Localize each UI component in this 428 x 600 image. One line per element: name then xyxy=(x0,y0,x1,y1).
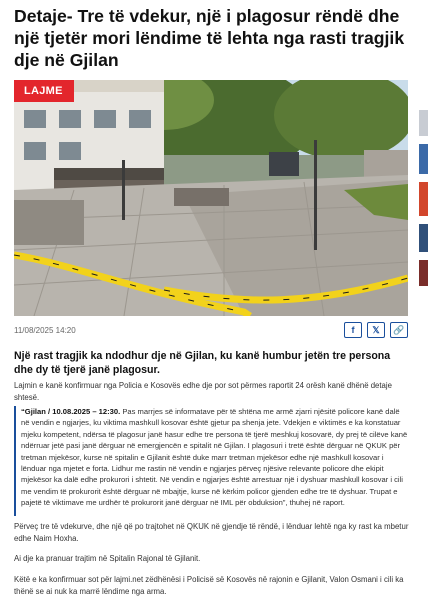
twitter-icon[interactable]: 𝕏 xyxy=(367,322,385,338)
side-thumb-3[interactable] xyxy=(419,182,428,216)
side-thumb-5[interactable] xyxy=(419,260,428,286)
article-meta xyxy=(14,320,408,340)
article-intro: Lajmin e kanë konfirmuar nga Policia e Kosovës edhe dje por sot përmes raportit 24 orësh kanë dhënë detaje shtesë. xyxy=(14,381,392,402)
article-paragraph-2: Ai dje ka pranuar trajtim në Spitalin Rajonal të Gjilanit. xyxy=(14,554,201,563)
quote-dateline: “Gjilan / 10.08.2025 – 12:30. xyxy=(21,407,121,416)
crime-scene-photo xyxy=(14,80,408,316)
facebook-icon[interactable]: f xyxy=(344,322,362,338)
quote-body: Pas marrjes së informatave për të shtëna me armë zjarri njësitë policore kanë dalë në vendin e ngjarjes, ku viktima mashkull kosovar është gjetur pa shenja jete. Vdekjen e viktimës e ka konstatuar mjeku kompetent, ndërsa të plagosur janë hasur edhe tre persona të tjerë meshkuj kosovarë, dy prej të cilëve kanë ndërruar jetë pasi janë dërguar në emergjencën e spitalit në Gjilan. I plagosuri i tretë është dërguar në QKUK për tretman mjekësor, kurse në spitalin e Gjilanit është duke marr tretman mjekësor edhe një mashkull kosovar i lënduar nga mjetet e forta. Lidhur me rastin në vendin e ngjarjes përveç njësive relevante policore dhe ekipit mjekësor ka dalë edhe prokurori i shtetit. Në vendin e ngjarjes është arrestuar një i dyshuar mashkull kosovar i cili me vendim të prokurorit është dërguar në mbajtje, kurse në kërkim policor gjenden edhe tre të dyshuar. Trupat e pajetë të viktimave me urdhër të prokurorit janë dërguar në IML për obduksion”, thuhej në raport. xyxy=(21,407,408,508)
side-thumb-1[interactable] xyxy=(419,110,428,136)
share-buttons xyxy=(344,322,408,338)
article-lead: Një rast tragjik ka ndodhur dje në Gjilan, ku kanë humbur jetën tre persona dhe dy të tjerë janë plagosur. xyxy=(14,350,391,376)
hero-image[interactable] xyxy=(14,80,408,316)
side-thumb-2[interactable] xyxy=(419,144,428,174)
category-badge[interactable]: LAJME xyxy=(14,80,74,102)
article-title: Detaje- Tre të vdekur, një i plagosur rëndë dhe një tjetër mori lëndime të lehta nga rasti tragjik dje në Gjilan xyxy=(14,6,405,70)
article-paragraph-3: Këtë e ka konfirmuar sot për lajmi.net zëdhënësi i Policisë së Kosovës në rajonin e Gjilanit, Valon Osmani i cili ka thënë se ai nuk ka marrë lëndime nga arma. xyxy=(14,575,404,596)
publish-date: 11/08/2025 14:20 xyxy=(14,325,76,335)
side-thumb-4[interactable] xyxy=(419,224,428,252)
sidebar-thumbnails[interactable] xyxy=(419,110,428,294)
article-paragraph-1: Përveç tre të vdekurve, dhe një që po trajtohet në QKUK në gjendje të rëndë, i lënduar lehtë nga ky rast ka mbetur edhe Naim Hoxha. xyxy=(14,522,409,543)
police-report-quote xyxy=(14,406,410,516)
link-icon[interactable]: 🔗 xyxy=(390,322,408,338)
